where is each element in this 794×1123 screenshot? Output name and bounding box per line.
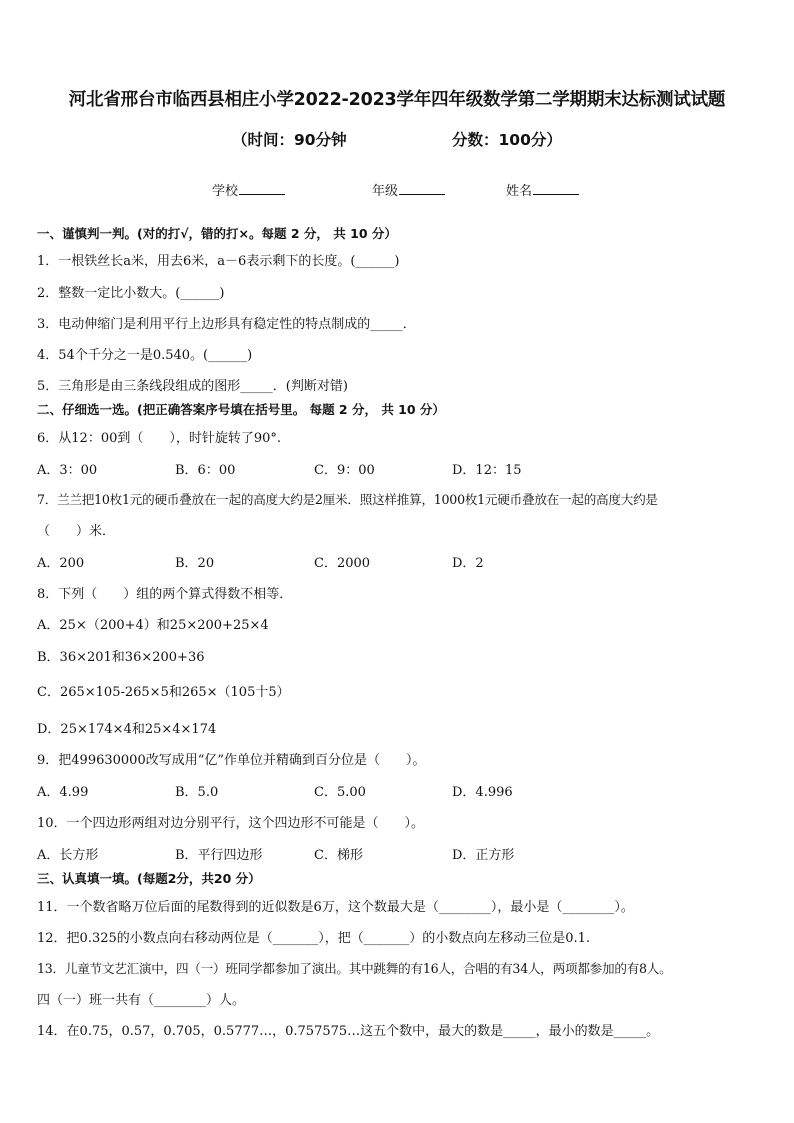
- grade-field[interactable]: [372, 180, 445, 199]
- question-9: 9．把499630000改写成用“亿”作单位并精确到百分位是（ ）。: [37, 753, 426, 768]
- q6-option-d: D．12：15: [452, 463, 522, 478]
- section-1-heading: 一、谨慎判一判。(对的打√，错的打×。每题 2 分， 共 10 分）: [37, 226, 397, 241]
- q9-option-d: D．4.996: [452, 785, 513, 800]
- exam-score: 分数：100分）: [452, 131, 562, 149]
- section-3-heading: 三、认真填一填。(每题2分，共20 分）: [37, 871, 261, 886]
- school-label: 学校: [212, 184, 239, 199]
- school-field[interactable]: [212, 180, 285, 199]
- question-7-line-1: 7．兰兰把10枚1元的硬币叠放在一起的高度大约是2厘米．照这样推算，1000枚1元硬币叠放在一起的高度大约是: [37, 492, 658, 507]
- q8-option-a: A．25×（200+4）和25×200+25×4: [37, 618, 269, 633]
- exam-time: （时间：90分钟: [232, 131, 347, 149]
- name-blank: [533, 182, 579, 195]
- question-14: 14．在0.75，0.57，0.705，0.5777…，0.757575…这五个数中，最大的数是_____，最小的数是_____。: [37, 1024, 660, 1039]
- q7-option-c: C．2000: [314, 556, 371, 571]
- q9-option-b: B．5.0: [175, 785, 219, 800]
- q10-option-c: C．梯形: [314, 848, 363, 863]
- question-8: 8．下列（ ）组的两个算式得数不相等．: [37, 587, 293, 602]
- question-12: 12．把0.325的小数点向右移动两位是（_______），把（_______）的小数点向左移动三位是0.1.: [37, 931, 591, 946]
- grade-label: 年级: [372, 184, 399, 199]
- question-2: 2．整数一定比小数大。(______): [37, 286, 225, 301]
- q7-option-a: A．200: [37, 556, 85, 571]
- name-label: 姓名: [506, 184, 533, 199]
- school-blank: [239, 182, 285, 195]
- question-13-line-2: 四（一）班一共有（________）人。: [37, 993, 246, 1008]
- q10-option-a: A．长方形: [37, 848, 99, 863]
- name-field[interactable]: [506, 180, 579, 199]
- q6-option-c: C．9：00: [314, 463, 375, 478]
- question-11: 11．一个数省略万位后面的尾数得到的近似数是6万，这个数最大是（________），最小是（________）。: [37, 900, 634, 915]
- q8-option-c: C．265×105-265×5和265×（105十5）: [37, 685, 290, 700]
- q10-option-d: D．正方形: [452, 848, 515, 863]
- q9-option-c: C．5.00: [314, 785, 366, 800]
- question-7-line-2: （ ）米．: [37, 524, 116, 539]
- grade-blank: [399, 182, 445, 195]
- q6-option-b: B．6：00: [175, 463, 236, 478]
- question-10: 10．一个四边形两组对边分别平行，这个四边形不可能是（ ）。: [37, 816, 425, 831]
- question-1: 1．一根铁丝长a米，用去6米，a－6表示剩下的长度。(______): [37, 254, 400, 269]
- question-4: 4．54个千分之一是0.540。(______): [37, 348, 253, 363]
- q8-option-d: D．25×174×4和25×4×174: [37, 722, 217, 737]
- q8-option-b: B．36×201和36×200+36: [37, 650, 205, 665]
- q7-option-d: D．2: [452, 556, 484, 571]
- q10-option-b: B．平行四边形: [175, 848, 263, 863]
- q6-option-a: A．3：00: [37, 463, 98, 478]
- question-5: 5．三角形是由三条线段组成的图形_____．(判断对错): [37, 379, 348, 394]
- q9-option-a: A．4.99: [37, 785, 89, 800]
- section-2-heading: 二、仔细选一选。(把正确答案序号填在括号里。 每题 2 分， 共 10 分）: [37, 402, 445, 417]
- q7-option-b: B．20: [175, 556, 215, 571]
- question-3: 3．电动伸缩门是利用平行上边形具有稳定性的特点制成的_____．: [37, 317, 416, 332]
- page-title: 河北省邢台市临西县相庄小学2022-2023学年四年级数学第二学期期末达标测试试题: [68, 90, 726, 110]
- question-13-line-1: 13．儿童节文艺汇演中，四（一）班同学都参加了演出。其中跳舞的有16人，合唱的有34人，两项都参加的有8人。: [37, 961, 672, 976]
- question-6: 6．从12：00到（ ），时针旋转了90°.: [37, 431, 282, 446]
